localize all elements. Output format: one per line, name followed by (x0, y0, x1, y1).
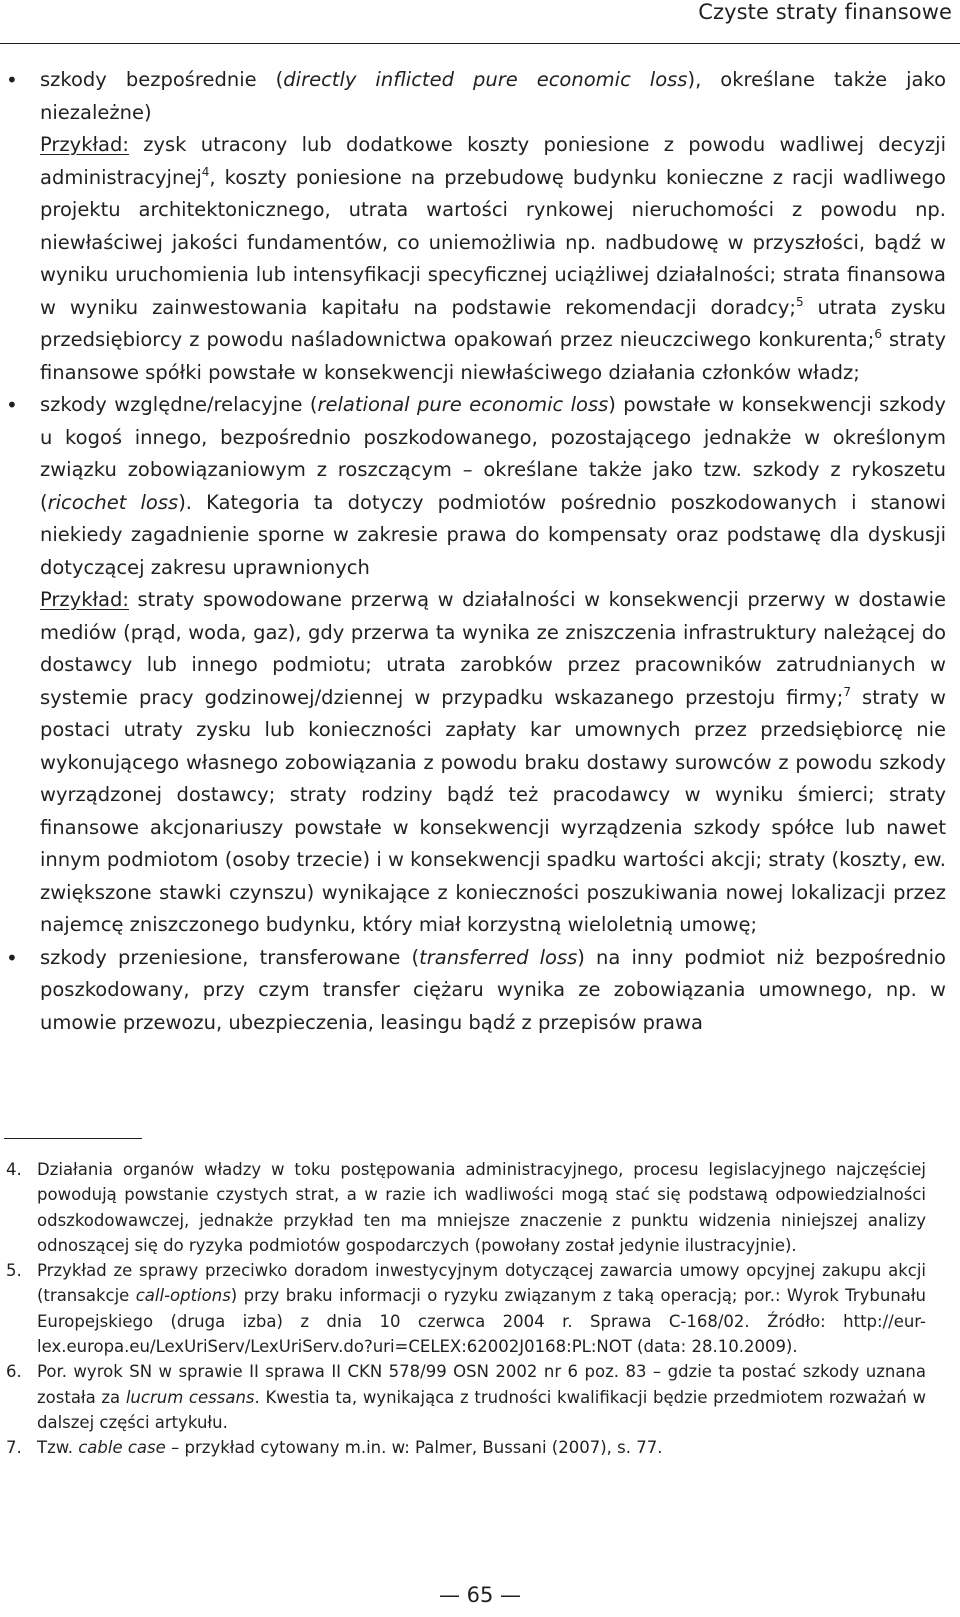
footnote-ref-5[interactable]: 5 (796, 294, 804, 309)
bullet-relational-loss: • szkody względne/relacyjne (relational pure economic loss) powstałe w konsekwencji szkody u kogoś innego, bezpośrednio poszkodowanego, pozostającego jednakże w określonym związku zobowiązaniowym z roszczącym – określane także jako tzw. szkody z rykoszetu (ricochet loss). Kategoria ta dotyczy podmiotów pośrednio poszkodowanych i stanowi niekiedy zagadnienie sporne w zakresie prawa do kompensaty oraz podstawę dla dyskusji dotyczącej zakresu uprawnionych Przykład: straty spowodowane przerwą w działalności w konsekwencji przerwy w dostawie mediów (prąd, woda, gaz), gdy przerwa ta wynika ze zniszczenia infrastruktury należącej do dostawcy lub innego podmiotu; utrata zarobków przez pracowników zatrudnianych w systemie pracy godzinowej/dziennej w przypadku wskazanego przestoju firmy;$^7$ straty w postaci utraty zysku lub konieczności zapłaty kar umownych przez przedsiębiorcę nie wykonującego własnego zobowiązania z powodu braku dostawy surowców z powodu szkody wyrządzonej dostawcy; straty rodziny bądź też pracodawcy w wyniku śmierci; straty finansowe akcjonariuszy powstałe w konsekwencji wyrządzenia szkody spółce lub nawet innym podmiotom (osoby trzecie) i w konsekwencji spadku wartości akcji; straty (koszty, ew. zwiększone stawki czynszu) wynikające z konieczności poszukiwania nowej lokalizacji przez najemcę zniszczonego budynku, który miał korzystną wieloletnią umowę; (0, 389, 960, 942)
bullet-direct-loss: • szkody bezpośrednie (directly inflicted pure economic loss), określane także jako niezależne) Przykład: zysk utracony lub dodatkowe koszty poniesione z powodu wadliwej decyzji administracyjnej$^4$, koszty poniesione na przebudowę budynku konieczne z racji wadliwego projektu architektonicznego, utrata wartości rynkowej nieruchomości z powodu np. niewłaściwej jakości fundamentów, co uniemożliwia np. nadbudowę w przyszłości, bądź w wyniku uruchomienia lub intensyfikacji specyficznej uciążliwej działalności; strata finansowa w wyniku zainwestowania kapitału na podstawie rekomendacji doradcy;$^5$ utrata zysku przedsiębiorcy z powodu naśladownictwa opakowań przez nieuczciwego konkurenta;$^6$ straty finansowe spółki powstałe w konsekwencji niewłaściwego działania członków władz; (0, 64, 960, 389)
footnote-ref-4[interactable]: 4 (201, 164, 210, 179)
footnotes (0, 1157, 960, 1461)
footnote-5: 5. Przykład ze sprawy przeciwko doradom inwestycyjnym dotyczącej zawarcia umowy opcyjnej zakupu akcji (transakcje call-options) przy braku informacji o ryzyku związanym z taką operacją; por.: Wyrok Trybunału Europejskiego (druga izba) z dnia 10 czerwca 2004 r. Sprawa C-168/02. Źródło: http://eur-lex.europa.eu/LexUriServ/LexUriServ.do?uri=CELEX:62002J0168:PL:NOT (data: 28.10.2009). (6, 1261, 926, 1357)
example-label: Przykład: (40, 588, 129, 611)
bullet-transferred-loss: • szkody przeniesione, transferowane (transferred loss) na inny podmiot niż bezpośrednio poszkodowany, przy czym transfer ciężaru wynika ze zobowiązania umownego, np. w umowie przewozu, ubezpieczenia, leasingu bądź z przepisów prawa (0, 942, 960, 1040)
footnote-4: 4. Działania organów władzy w toku postępowania administracyjnego, procesu legislacyjnego najczęściej powodują powstanie czystych strat, a w razie ich wadliwości mogą stać się podstawą odpowiedzialności odszkodowawczej, jednakże przykład ten ma mniejsze znaczenie z punktu widzenia niniejszej analizy odnoszącej się do ryzyka podmiotów gospodarczych (powołany został jedynie ilustracyjnie). (6, 1160, 926, 1255)
footnote-ref-7[interactable]: 7 (843, 684, 852, 699)
footnote-7: 7. Tzw. cable case – przykład cytowany m.in. w: Palmer, Bussani (2007), s. 77. (6, 1438, 663, 1458)
footnote-rule (4, 1138, 142, 1139)
main-text (0, 64, 960, 1039)
example-label: Przykład: (40, 133, 129, 156)
footnote-6: 6. Por. wyrok SN w sprawie II sprawa II CKN 578/99 OSN 2002 nr 6 poz. 83 – gdzie ta postać szkody uznana została za lucrum cessans. Kwestia ta, wynikająca z trudności kwalifikacji będzie przedmiotem rozważań w dalszej części artykułu. (6, 1362, 926, 1432)
footnote-ref-6[interactable]: 6 (874, 327, 882, 341)
page-number: — 65 — (438, 1583, 522, 1607)
header-rule (0, 43, 960, 44)
running-header: Czyste straty finansowe (698, 0, 952, 24)
